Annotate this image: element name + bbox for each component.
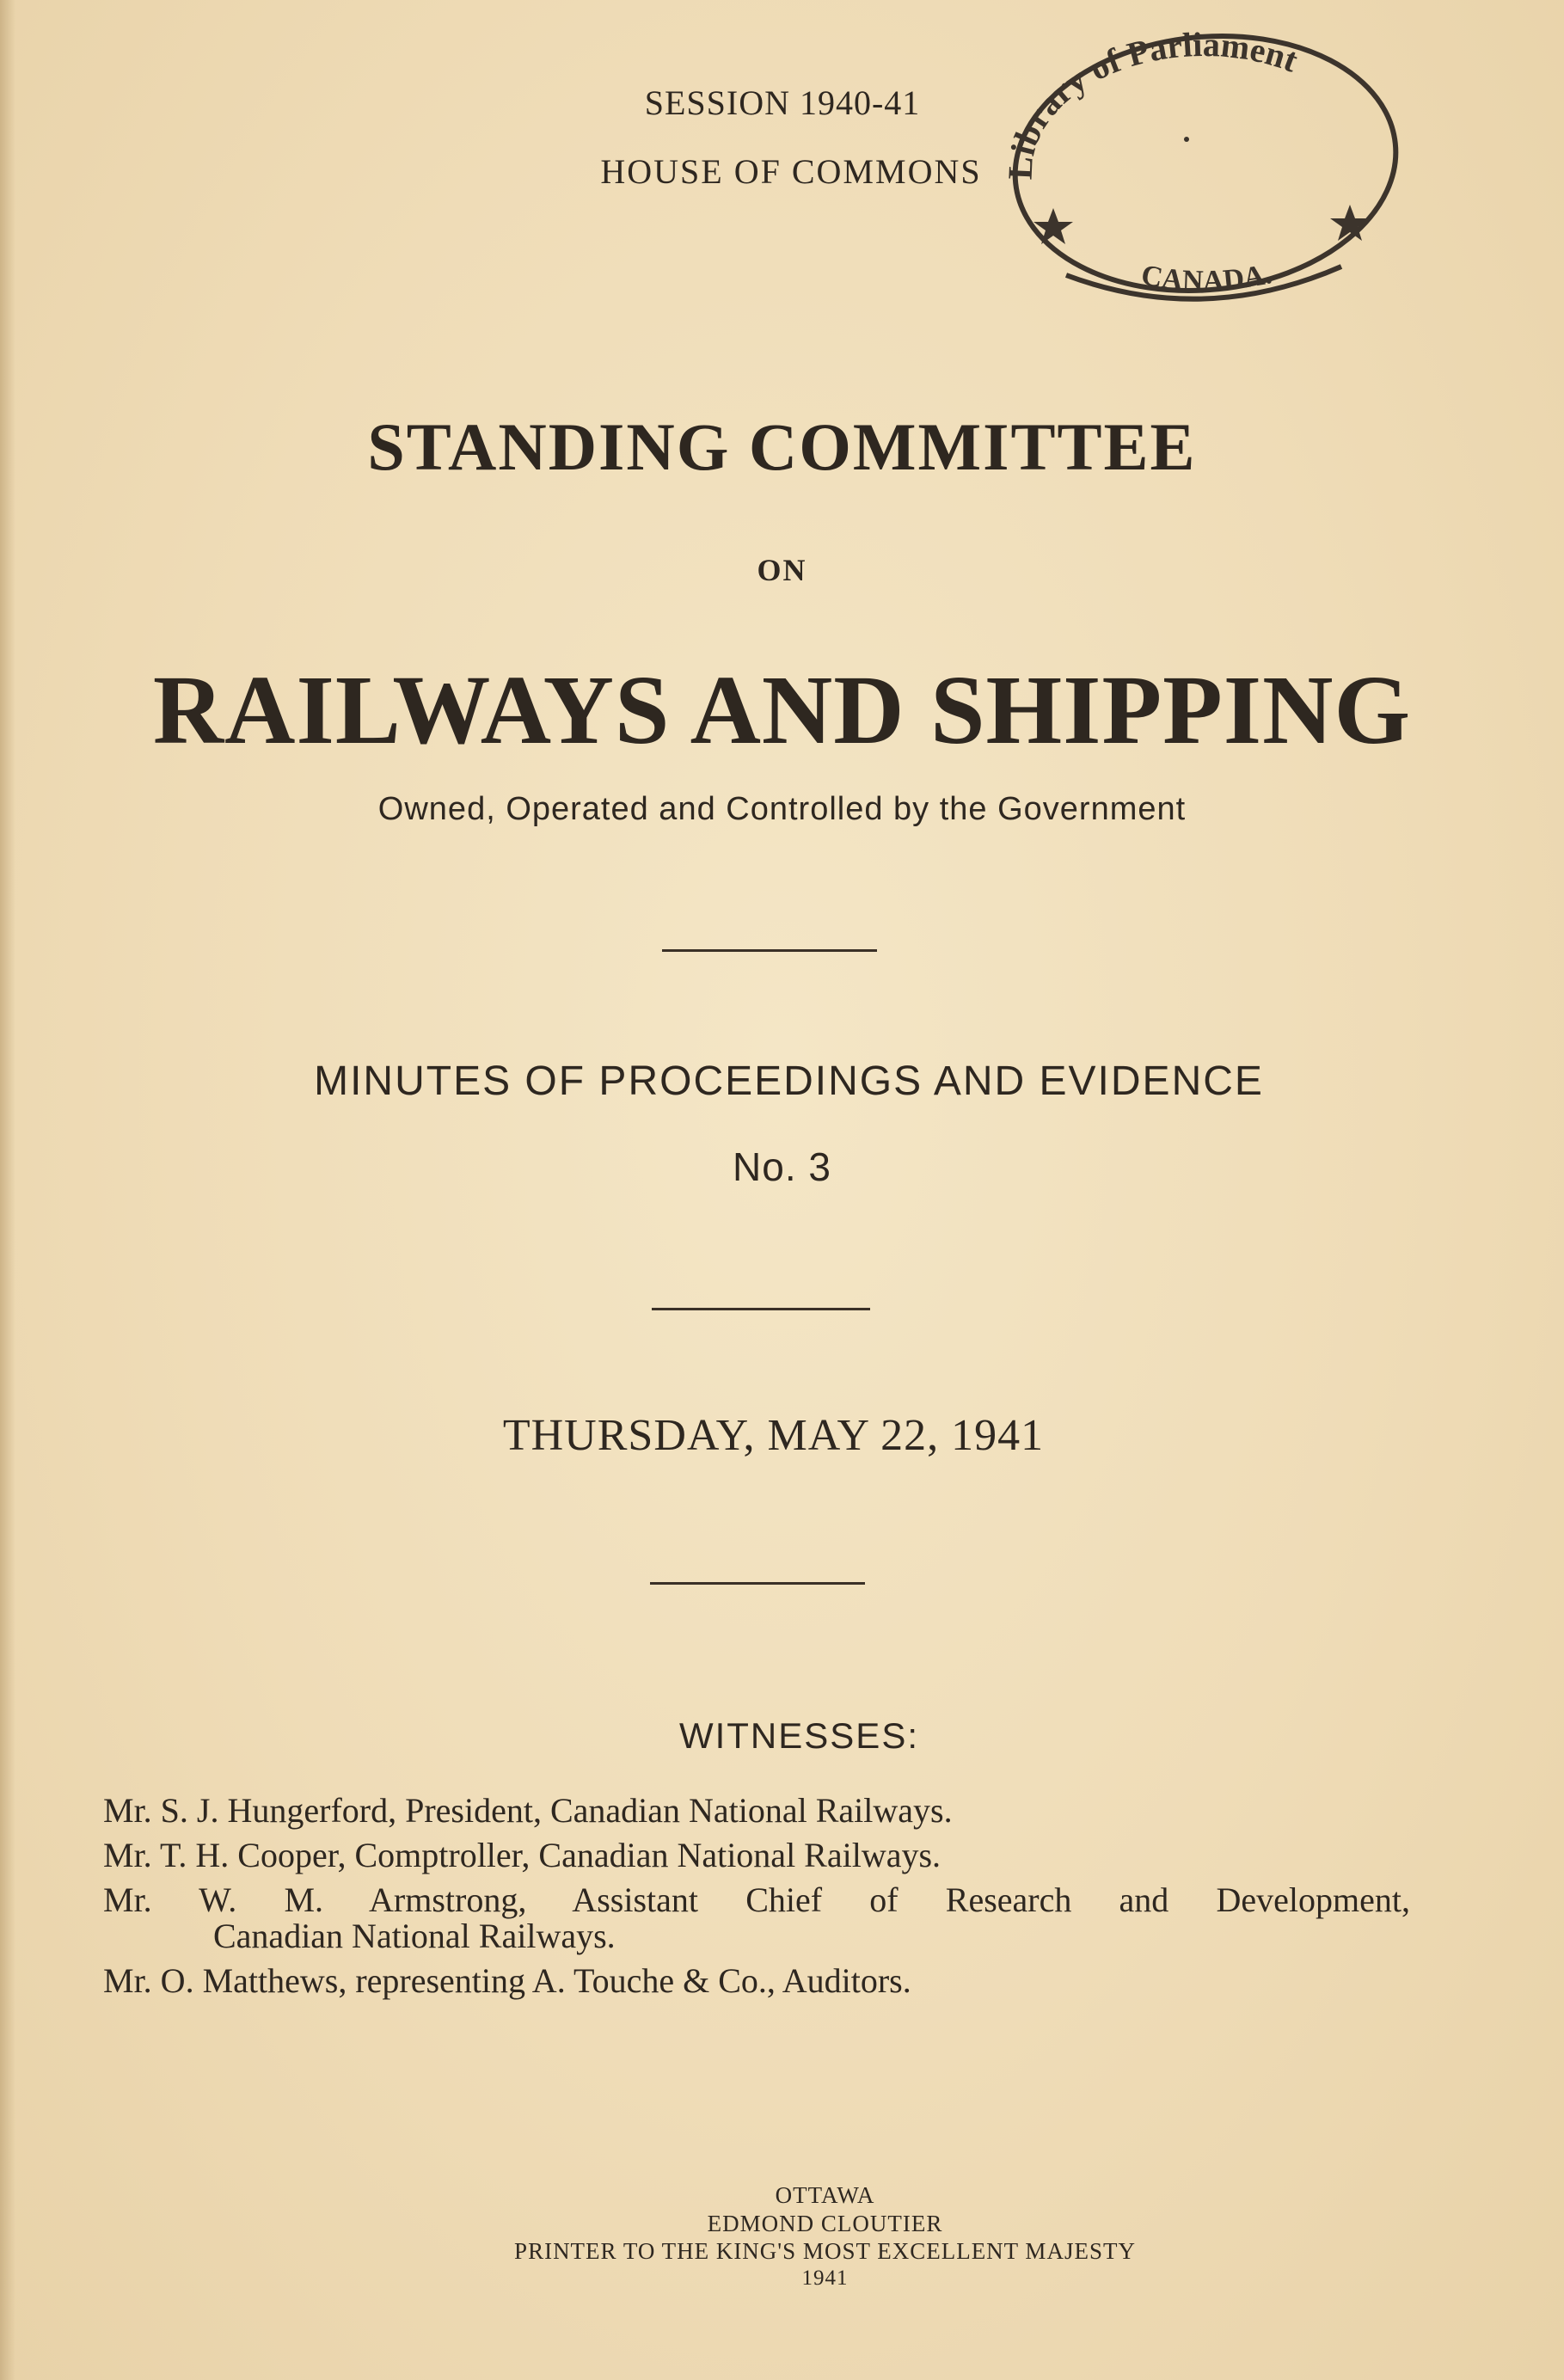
witness-list xyxy=(103,1788,1410,2003)
witness-item-continuation: Canadian National Railways. xyxy=(213,1917,616,1955)
proceedings-heading: MINUTES OF PROCEEDINGS AND EVIDENCE xyxy=(314,1058,1264,1104)
imprint-title: PRINTER TO THE KING'S MOST EXCELLENT MAJESTY xyxy=(514,2238,1136,2264)
committee-on: ON xyxy=(757,553,807,587)
house-label: HOUSE OF COMMONS xyxy=(600,152,982,191)
imprint-city: OTTAWA xyxy=(775,2182,875,2208)
committee-subject: RAILWAYS AND SHIPPING xyxy=(152,655,1412,764)
divider-rule xyxy=(662,949,877,952)
witnesses-heading: WITNESSES: xyxy=(678,1715,920,1756)
page-edge-shadow xyxy=(0,0,15,2380)
imprint-year: 1941 xyxy=(801,2267,849,2290)
session-label: SESSION 1940-41 xyxy=(644,83,921,122)
meeting-date: THURSDAY, MAY 22, 1941 xyxy=(502,1411,1045,1460)
committee-title: STANDING COMMITTEE xyxy=(367,409,1197,484)
stamp-bottom-text: CANADA. xyxy=(1138,258,1275,298)
divider-rule xyxy=(652,1308,870,1310)
witness-item: Mr. S. J. Hungerford, President, Canadian National Railways. xyxy=(103,1791,953,1830)
library-stamp xyxy=(989,17,1419,310)
witness-item: Mr. W. M. Armstrong, Assistant Chief of Research and Development, xyxy=(103,1880,1410,1919)
imprint-printer: EDMOND CLOUTIER xyxy=(707,2211,943,2236)
witness-item: Mr. T. H. Cooper, Comptroller, Canadian National Railways. xyxy=(103,1836,941,1874)
proceedings-number: No. 3 xyxy=(733,1144,831,1189)
witness-item: Mr. O. Matthews, representing A. Touche & Co., Auditors. xyxy=(103,1961,911,2000)
divider-rule xyxy=(650,1582,865,1585)
committee-subtitle: Owned, Operated and Controlled by the Government xyxy=(377,791,1187,827)
stamp-top-text: Library of Parliament xyxy=(1000,24,1303,181)
